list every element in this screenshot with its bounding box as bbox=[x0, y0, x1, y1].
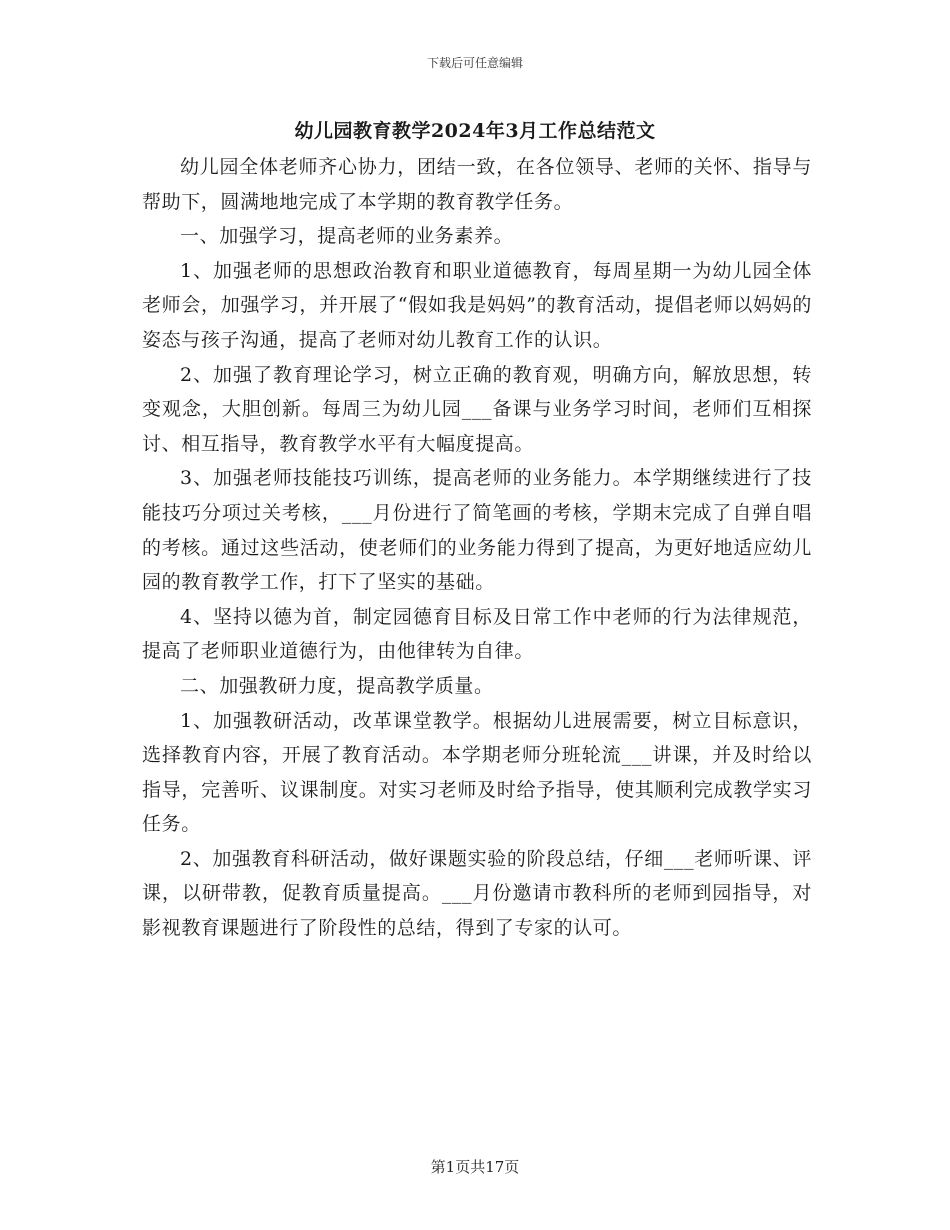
paragraph-2-1: 1、加强教研活动，改革课堂教学。根据幼儿进展需要，树立目标意识，选择教育内容，开展了教育活动。本学期老师分班轮流___讲课，并及时给以指导，完善听、议课制度。对实习老师及时给予指导，使其顺利完成教学实习任务。 bbox=[142, 709, 812, 836]
header-note: 下载后可任意编辑 bbox=[426, 56, 523, 70]
paragraph-1-2: 2、加强了教育理论学习，树立正确的教育观，明确方向，解放思想，转变观念，大胆创新。每周三为幼儿园___备课与业务学习时间，老师们互相探讨、相互指导，教育教学水平有大幅度提高。 bbox=[142, 363, 812, 455]
document-body bbox=[142, 150, 812, 946]
paragraph-2-2: 2、加强教育科研活动，做好课题实验的阶段总结，仔细___老师听课、评课，以研带教，促教育质量提高。___月份邀请市教科所的老师到园指导，对影视教育课题进行了阶段性的总结，得到了专家的认可。 bbox=[142, 847, 812, 940]
paragraph-1-4: 4、坚持以德为首，制定园德育目标及日常工作中老师的行为法律规范，提高了老师职业道德行为，由他律转为自律。 bbox=[142, 605, 812, 663]
section-heading-2: 二、加强教研力度，提高教学质量。 bbox=[180, 674, 494, 697]
section-heading-1: 一、加强学习，提高老师的业务素养。 bbox=[180, 225, 514, 248]
paragraph-1-3: 3、加强老师技能技巧训练，提高老师的业务能力。本学期继续进行了技能技巧分项过关考核，___月份进行了简笔画的考核，学期末完成了自弹自唱的考核。通过这些活动，使老师们的业务能力得到了提高，为更好地适应幼儿园的教育教学工作，打下了坚实的基础。 bbox=[142, 467, 812, 594]
page-number: 第1页共17页 bbox=[430, 1158, 520, 1176]
document-title: 幼儿园教育教学2024年3月工作总结范文 bbox=[294, 120, 656, 142]
paragraph-intro: 幼儿园全体老师齐心协力，团结一致，在各位领导、老师的关怀、指导与帮助下，圆满地地完成了本学期的教育教学任务。 bbox=[142, 156, 812, 213]
paragraph-1-1: 1、加强老师的思想政治教育和职业道德教育，每周星期一为幼儿园全体老师会，加强学习，并开展了“假如我是妈妈”的教育活动，提倡老师以妈妈的姿态与孩子沟通，提高了老师对幼儿教育工作的认识。 bbox=[142, 259, 812, 351]
